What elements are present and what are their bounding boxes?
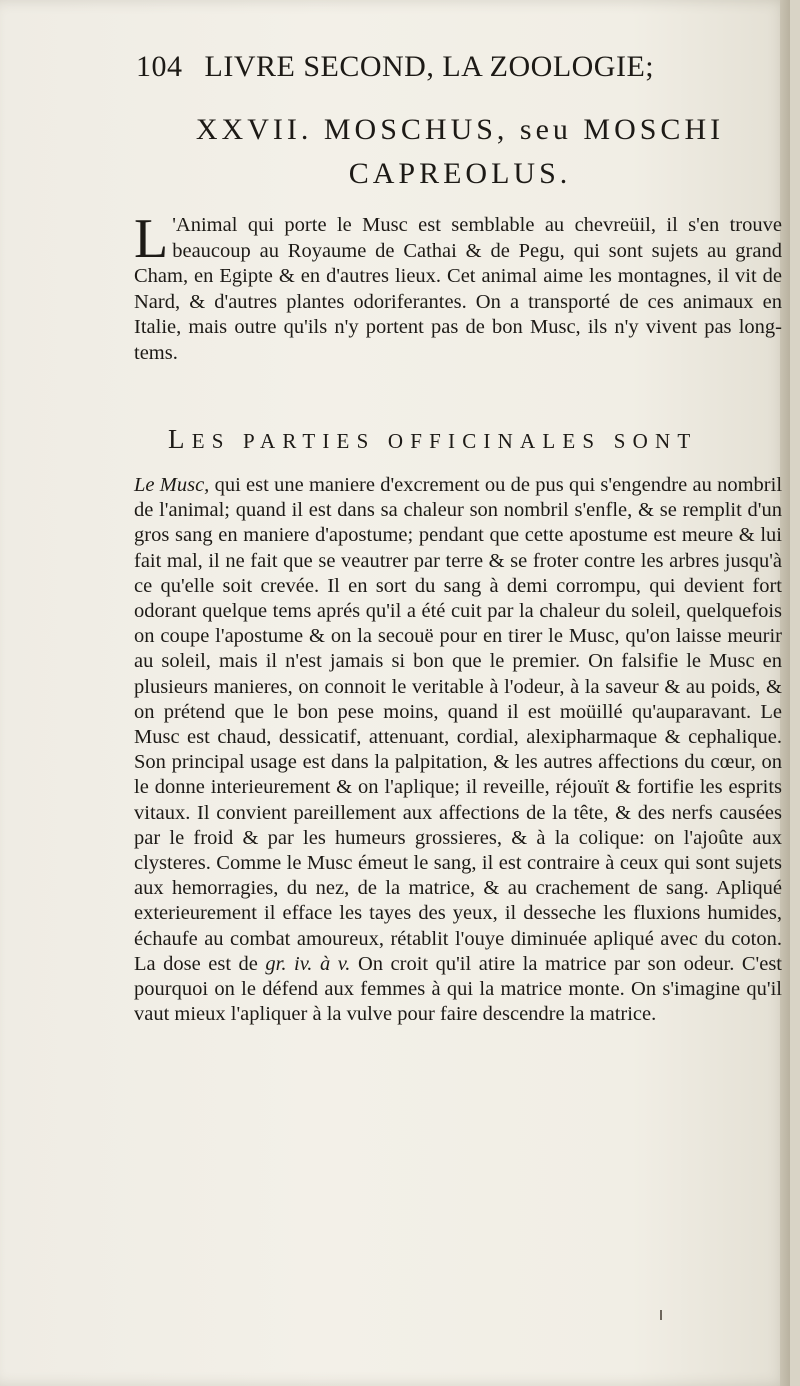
section-heading-initial: L: [168, 424, 192, 454]
article-title: [140, 108, 780, 196]
description-paragraph: [134, 208, 782, 367]
article-title-line-1: XXVII. MOSCHUS, seu MOSCHI: [195, 113, 725, 146]
musc-text-end: On croit qu'il atire la matrice par son odeur. C'est pourquoi on le défend aux femmes à qui la matrice monte. On s'imagine qu'il vaut mieux l'apliquer à la vulve pour faire descendre la matrice.: [134, 952, 782, 1026]
musc-dose: gr. iv. à v.: [265, 952, 351, 975]
description-text: 'Animal qui porte le Musc est semblable au chevreüil, il s'en trouve beaucoup au Royaume de Cathai & de Pegu, qui sont sujets au grand Cham, en Egipte & en d'autres lieux. Cet animal aime les montagnes, il vit de Nard, & d'autres plantes odoriferantes. On a transporté de ces animaux en Italie, mais outre qu'ils n'y portent pas de bon Musc, ils n'y vivent pas long-tems.: [134, 214, 782, 364]
page-number: 104: [136, 50, 183, 83]
article-title-line-2: CAPREOLUS.: [348, 157, 572, 190]
section-heading: [168, 424, 768, 455]
running-title: LIVRE SECOND, LA ZOOLOGIE;: [204, 50, 655, 83]
running-header: [136, 50, 756, 90]
drop-cap: L: [134, 208, 169, 270]
musc-term: Le Musc,: [134, 474, 210, 496]
musc-text: qui est une maniere d'excrement ou de pus qui s'engendre au nombril de l'animal; quand il est dans sa chaleur son nombril s'enfle, & se remplit d'un gros sang en maniere d'apostume; pendant que cette apostume est meure & lui fait mal, il ne fait que se veautrer par terre & se froter contre les arbres jusqu'à ce qu'elle soit crevée. Il en sort du sang à demi corrompu, qui devient fort odorant quelque tems aprés qu'il a été cuit par la chaleur du soleil, quelquefois on coupe l'apostume & on la secouë pour en tirer le Musc, qu'on laisse meurir au soleil, mais il n'est jamais si bon que le premier. On falsifie le Musc en plusieurs manieres, on connoit le veritable à l'odeur, à la saveur & au poids, & on prétend que le bon pese moins, quand il est moüillé qu'auparavant. Le Musc est chaud, dessicatif, attenuant, cordial, alexipharmaque & cephalique. Son principal usage est dans la palpitation, & les autres affections du cœur, on le donne interieurement & on l'aplique; il reveille, réjouït & fortifie les esprits vitaux. Il convient pareillement aux affections de la tête, & des nerfs causées par le froid & par les humeurs grossieres, & à la colique: on l'ajoûte aux clysteres. Comme le Musc émeut le sang, il est contraire à ceux qui sont sujets aux hemorragies, du nez, de la matrice, & au crachement de sang. Apliqué exterieurement il efface les tayes des yeux, il desseche les fluxions humides, échaufe au combat amoureux, rétablit l'ouye diminuée apliqué avec du coton. La dose est de: [134, 474, 783, 975]
section-heading-text: ES PARTIES OFFICINALES SONT: [191, 429, 698, 453]
musc-paragraph: [134, 473, 782, 1027]
ink-mark: [660, 1310, 662, 1320]
